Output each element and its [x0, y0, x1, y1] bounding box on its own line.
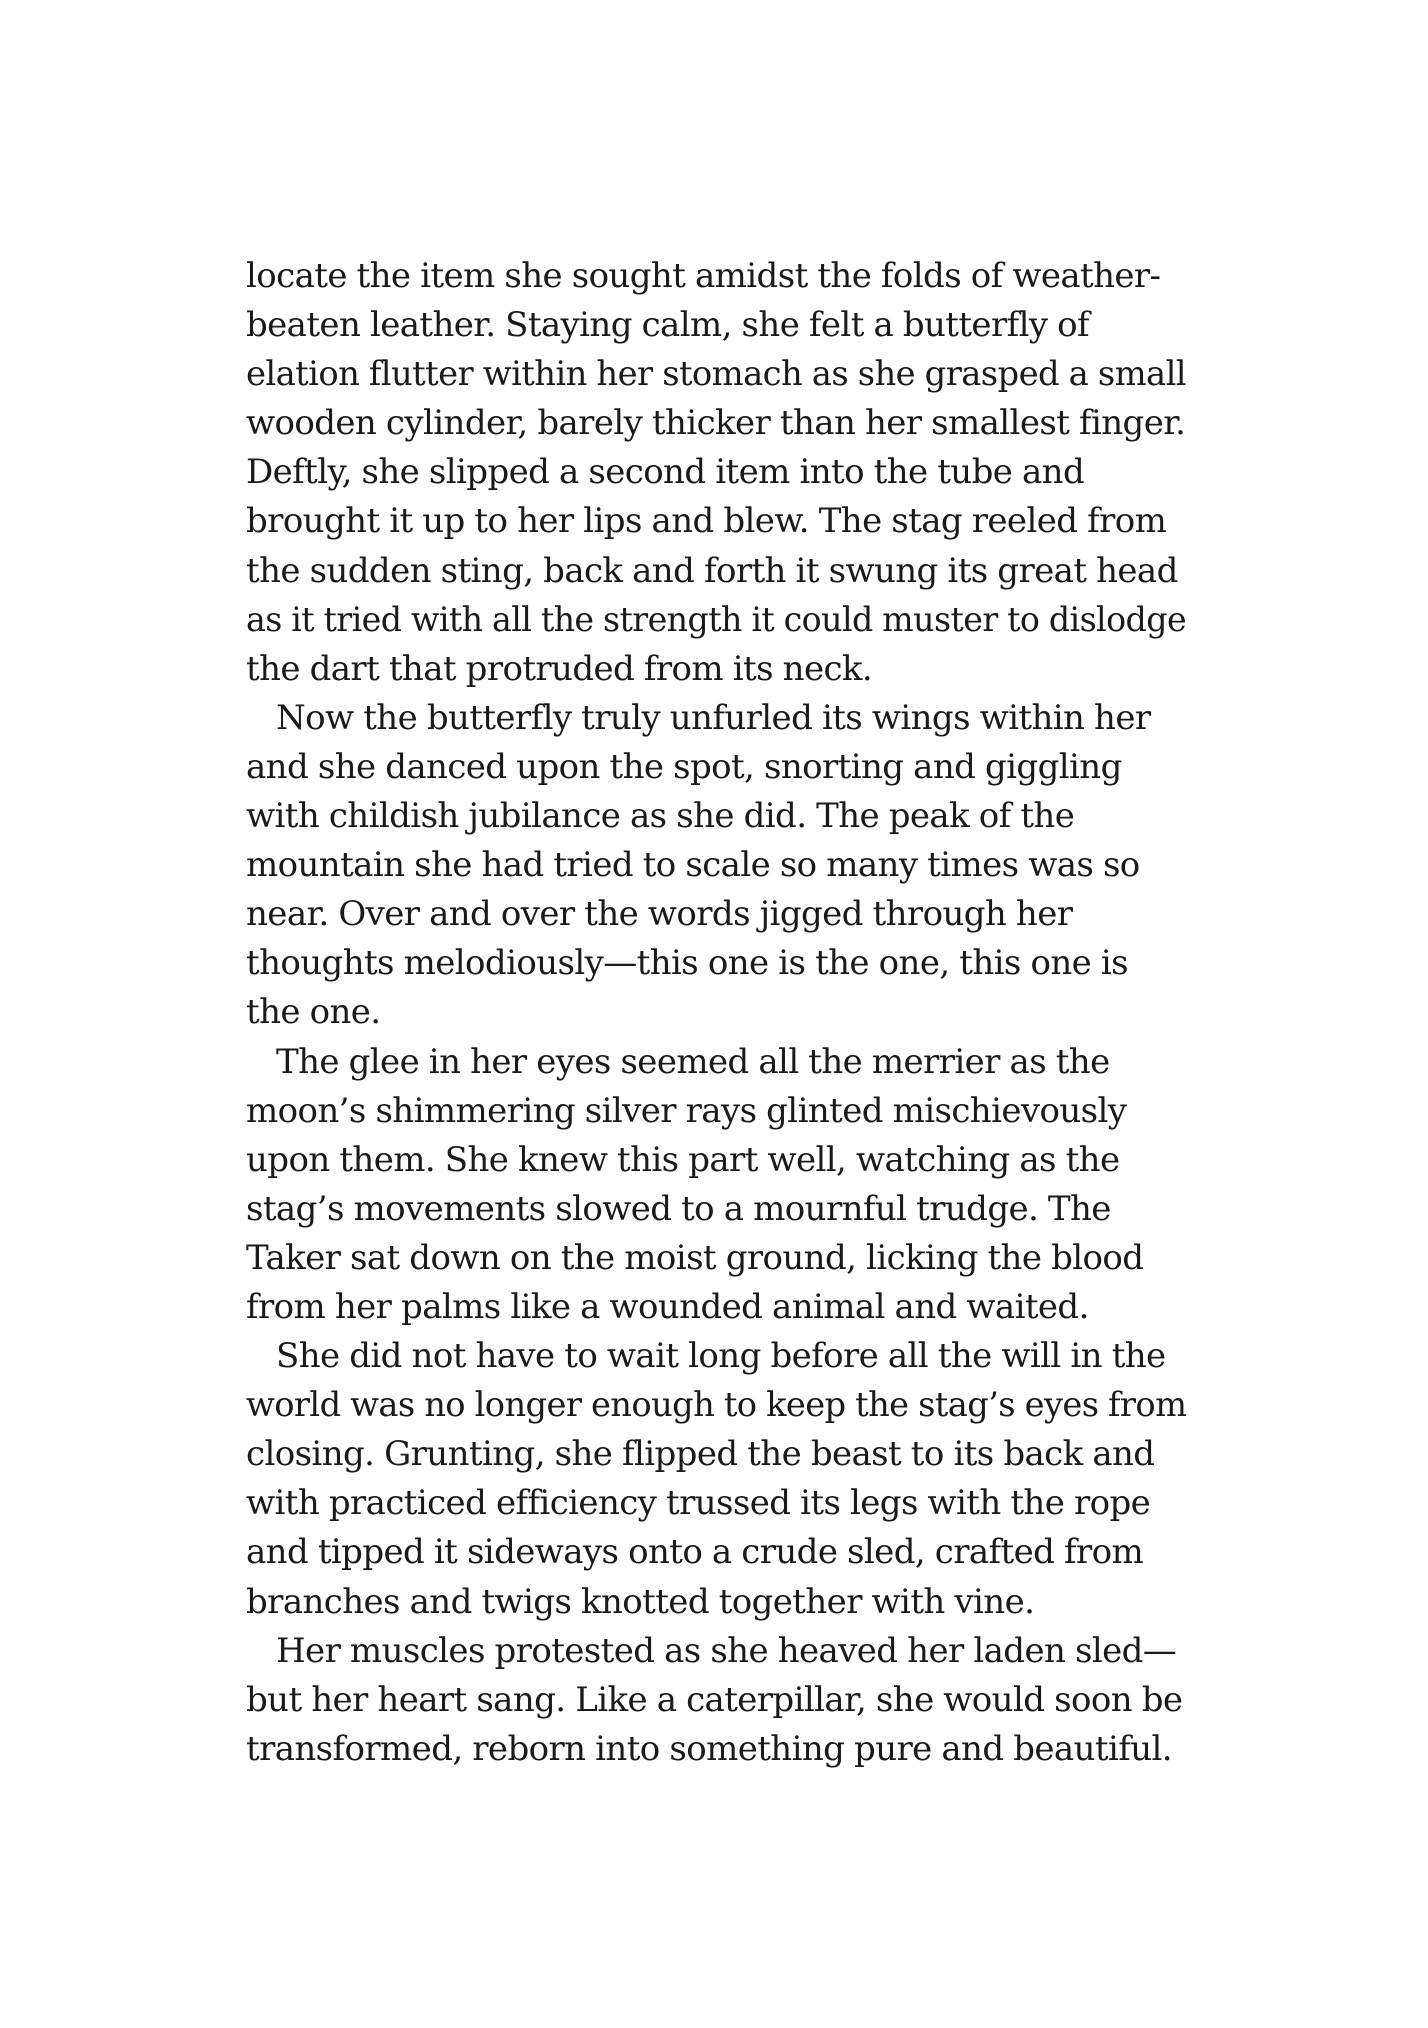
text-line: Deftly, she slipped a second item into the tube and	[246, 452, 1085, 493]
text-line: thoughts melodiously—this one is the one, this one is	[246, 943, 1128, 984]
paragraph-first-line: Now the butterfly truly unfurled its wings within her	[276, 697, 1151, 738]
text-line: with practiced efficiency trussed its legs with the rope	[246, 1483, 1151, 1524]
text-line: and tipped it sideways onto a crude sled, crafted from	[246, 1532, 1144, 1573]
paragraph-first-line: Her muscles protested as she heaved her laden sled—	[276, 1630, 1177, 1671]
text-line: but her heart sang. Like a caterpillar, she would soon be	[246, 1679, 1183, 1720]
text-line: near. Over and over the words jigged through her	[246, 894, 1073, 935]
text-line: the sudden sting, back and forth it swung its great head	[246, 550, 1178, 591]
text-line: moon’s shimmering silver rays glinted mischievously	[246, 1090, 1127, 1131]
text-line: with childish jubilance as she did. The peak of the	[246, 796, 1075, 837]
body-text	[246, 252, 1186, 1774]
text-line: transformed, reborn into something pure and beautiful.	[246, 1728, 1172, 1769]
text-line: mountain she had tried to scale so many times was so	[246, 845, 1140, 886]
text-line: elation flutter within her stomach as she grasped a small	[246, 354, 1187, 395]
text-line: Taker sat down on the moist ground, licking the blood	[246, 1237, 1144, 1278]
text-line: stag’s movements slowed to a mournful trudge. The	[246, 1188, 1111, 1229]
text-line: world was no longer enough to keep the stag’s eyes from	[246, 1385, 1187, 1426]
text-line: closing. Grunting, she flipped the beast to its back and	[246, 1434, 1155, 1475]
text-line: upon them. She knew this part well, watching as the	[246, 1139, 1120, 1180]
text-line: brought it up to her lips and blew. The stag reeled from	[246, 501, 1167, 542]
text-line: and she danced upon the spot, snorting and giggling	[246, 746, 1122, 787]
text-line: as it tried with all the strength it could muster to dislodge	[246, 599, 1187, 640]
text-line: the one.	[246, 992, 381, 1033]
text-line: beaten leather. Staying calm, she felt a butterfly of	[246, 305, 1090, 346]
text-line: wooden cylinder, barely thicker than her smallest finger.	[246, 403, 1186, 444]
text-line: locate the item she sought amidst the folds of weather-	[246, 256, 1161, 296]
text-line: branches and twigs knotted together with vine.	[246, 1581, 1035, 1622]
paragraph-first-line: The glee in her eyes seemed all the merrier as the	[276, 1041, 1110, 1082]
text-line: the dart that protruded from its neck.	[246, 648, 873, 689]
text-line: from her palms like a wounded animal and waited.	[246, 1286, 1089, 1327]
paragraph-first-line: She did not have to wait long before all the will in the	[276, 1336, 1166, 1377]
